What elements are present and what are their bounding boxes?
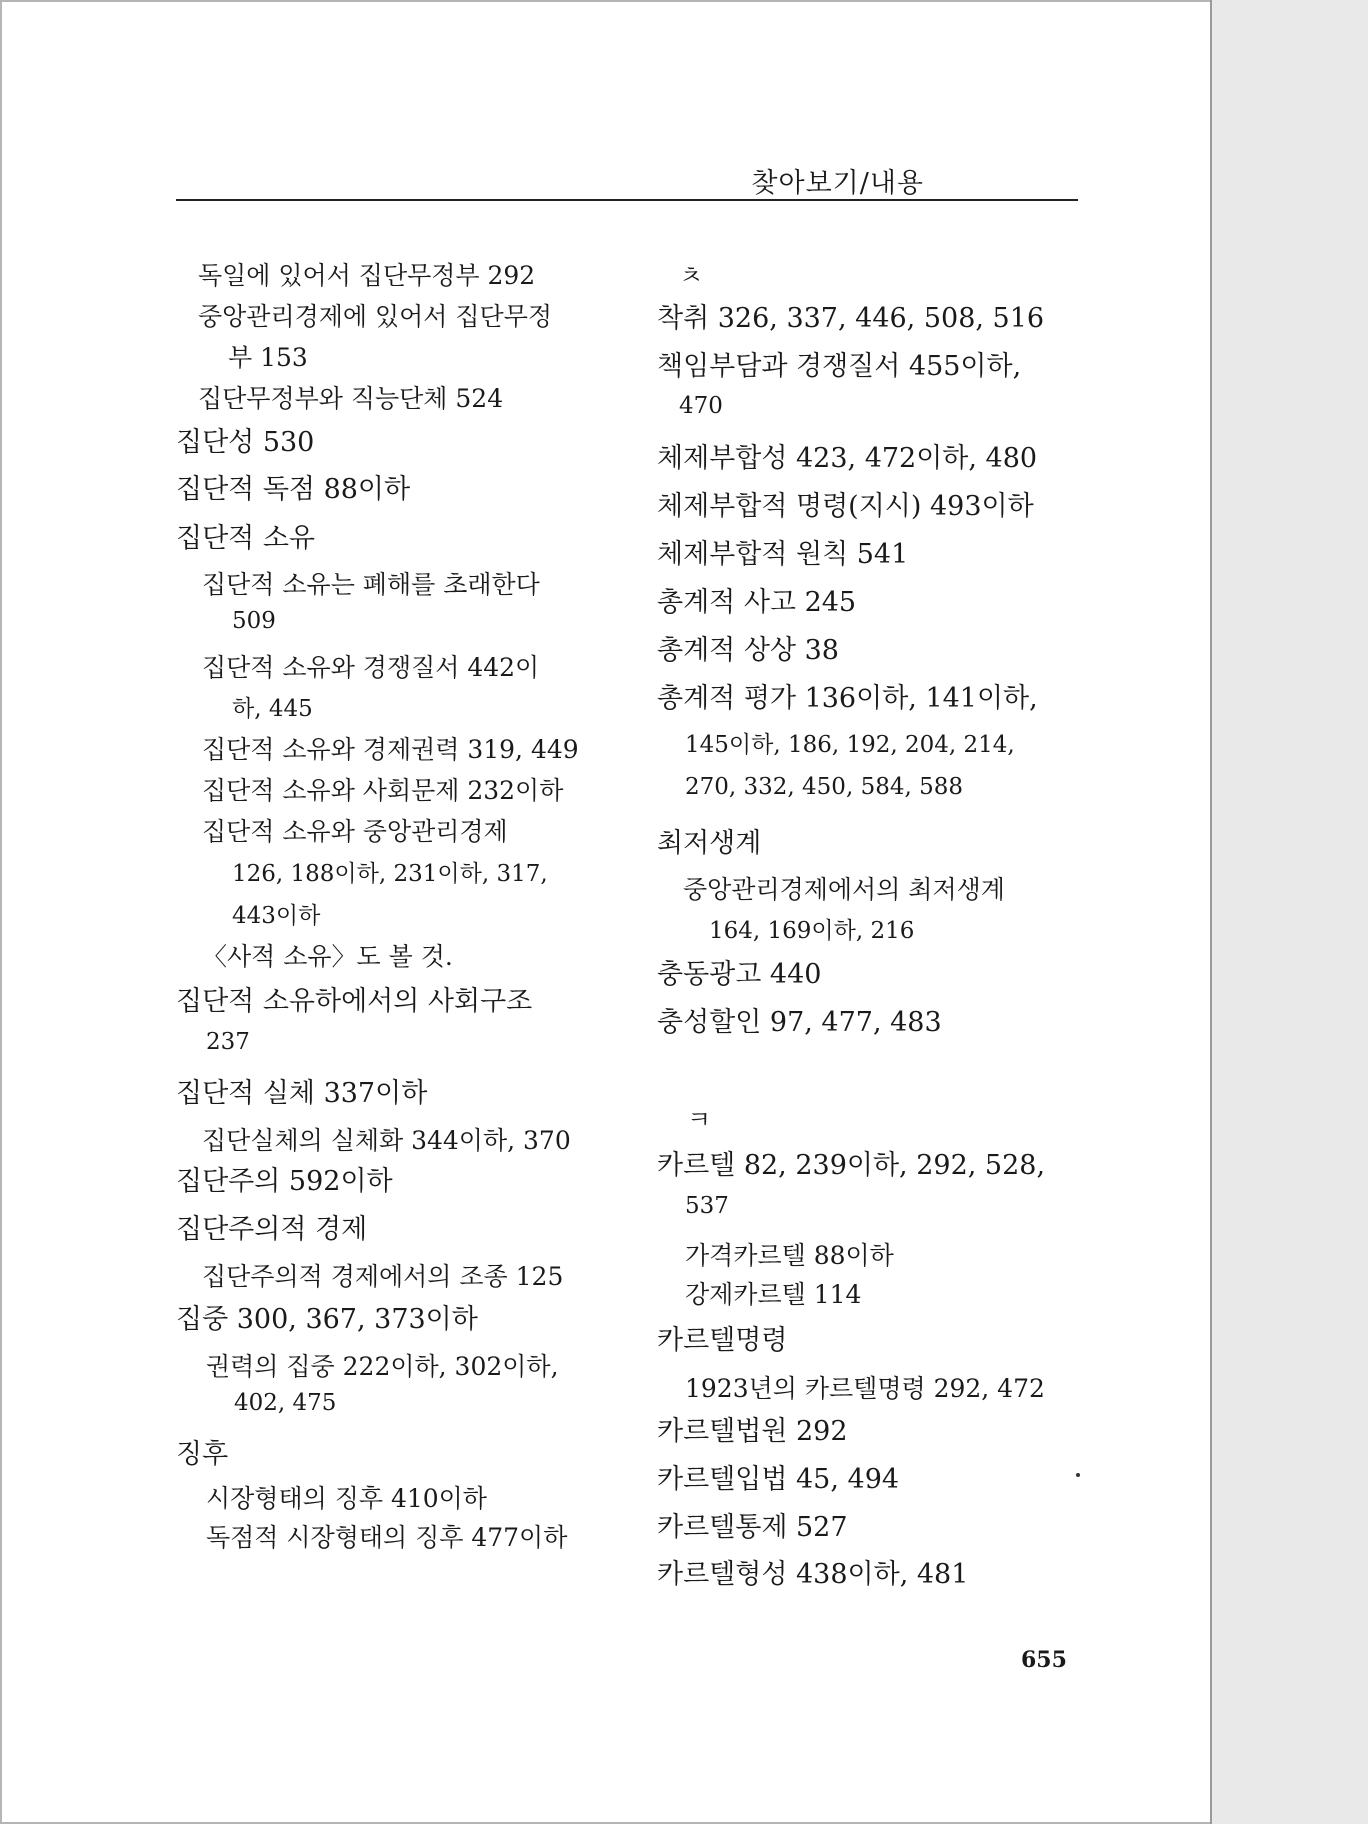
index-entry: 중앙관리경제에서의 최저생계: [683, 875, 1005, 904]
index-entry-continuation: 537: [685, 1193, 729, 1219]
index-entry: 최저생계: [657, 828, 762, 859]
index-entry: 카르텔통제 527: [657, 1512, 848, 1543]
index-entry: 〈사적 소유〉도 볼 것.: [202, 942, 453, 971]
index-entry-continuation: 237: [206, 1029, 250, 1055]
index-entry: 집단적 소유와 사회문제 232이하: [202, 776, 564, 805]
stray-dot: [1076, 1473, 1080, 1477]
index-entry: 카르텔명령: [657, 1325, 788, 1356]
index-entry: 부 153: [228, 343, 308, 372]
index-entry: 충동광고 440: [657, 959, 822, 990]
index-entry-continuation: 443이하: [232, 903, 321, 929]
index-entry: 카르텔법원 292: [657, 1416, 848, 1447]
index-entry: 집단적 소유와 중앙관리경제: [202, 817, 508, 846]
index-entry: 카르텔 82, 239이하, 292, 528,: [657, 1150, 1046, 1181]
index-entry-continuation: 126, 188이하, 231이하, 317,: [232, 861, 548, 887]
index-entry-continuation: 164, 169이하, 216: [709, 918, 915, 944]
index-entry: 집단적 소유와 경제권력 319, 449: [202, 735, 579, 764]
index-entry: 징후: [176, 1439, 229, 1470]
index-section-letter: ㅊ: [679, 261, 704, 290]
index-entry: 책임부담과 경쟁질서 455이하,: [657, 351, 1022, 382]
index-entry: 집중 300, 367, 373이하: [176, 1304, 478, 1335]
index-entry: 중앙관리경제에 있어서 집단무정: [198, 302, 552, 331]
index-entry: 집단적 독점 88이하: [176, 474, 411, 505]
index-entry-continuation: 145이하, 186, 192, 204, 214,: [685, 732, 1015, 758]
index-entry: 집단적 실체 337이하: [176, 1078, 428, 1109]
index-entry: 총계적 사고 245: [657, 587, 857, 618]
index-entry-continuation: 402, 475: [234, 1390, 337, 1416]
index-entry: 집단주의적 경제: [176, 1214, 368, 1245]
index-entry: 독점적 시장형태의 징후 477이하: [206, 1523, 568, 1552]
index-entry: 총계적 상상 38: [657, 635, 839, 666]
index-entry: 집단성 530: [176, 427, 315, 458]
index-entry: 집단적 소유하에서의 사회구조: [176, 986, 533, 1017]
index-entry: 총계적 평가 136이하, 141이하,: [657, 683, 1038, 714]
index-entry-continuation: 270, 332, 450, 584, 588: [685, 774, 963, 800]
index-entry-continuation: 470: [679, 393, 723, 419]
header-rule: [176, 199, 1078, 201]
index-entry-continuation: 하, 445: [232, 696, 313, 722]
index-entry: 체제부합적 원칙 541: [657, 539, 909, 570]
index-entry: 카르텔입법 45, 494: [657, 1464, 900, 1495]
index-entry: 강제카르텔 114: [685, 1280, 862, 1309]
index-entry: 체제부합적 명령(지시) 493이하: [657, 491, 1034, 522]
index-entry: 독일에 있어서 집단무정부 292: [198, 261, 536, 290]
index-entry: 착취 326, 337, 446, 508, 516: [657, 303, 1045, 334]
running-header-title: 찾아보기/내용: [751, 168, 924, 199]
index-section-letter: ㅋ: [687, 1105, 712, 1134]
index-entry: 집단무정부와 직능단체 524: [198, 384, 504, 413]
index-entry: 가격카르텔 88이하: [685, 1241, 894, 1270]
index-entry: 카르텔형성 438이하, 481: [657, 1559, 969, 1590]
index-entry: 집단주의 592이하: [176, 1166, 393, 1197]
index-entry: 집단적 소유와 경쟁질서 442이: [202, 653, 540, 682]
index-entry: 충성할인 97, 477, 483: [657, 1007, 942, 1038]
index-entry-continuation: 509: [232, 608, 276, 634]
index-entry: 권력의 집중 222이하, 302이하,: [206, 1352, 559, 1381]
index-entry: 1923년의 카르텔명령 292, 472: [685, 1374, 1045, 1403]
index-entry: 체제부합성 423, 472이하, 480: [657, 443, 1038, 474]
index-entry: 집단실체의 실체화 344이하, 370: [202, 1126, 571, 1155]
index-entry: 시장형태의 징후 410이하: [206, 1484, 487, 1513]
index-entry: 집단주의적 경제에서의 조종 125: [202, 1262, 564, 1291]
index-entry: 집단적 소유: [176, 523, 315, 554]
page-number: 655: [1021, 1647, 1067, 1673]
index-entry: 집단적 소유는 폐해를 초래한다: [202, 570, 540, 599]
